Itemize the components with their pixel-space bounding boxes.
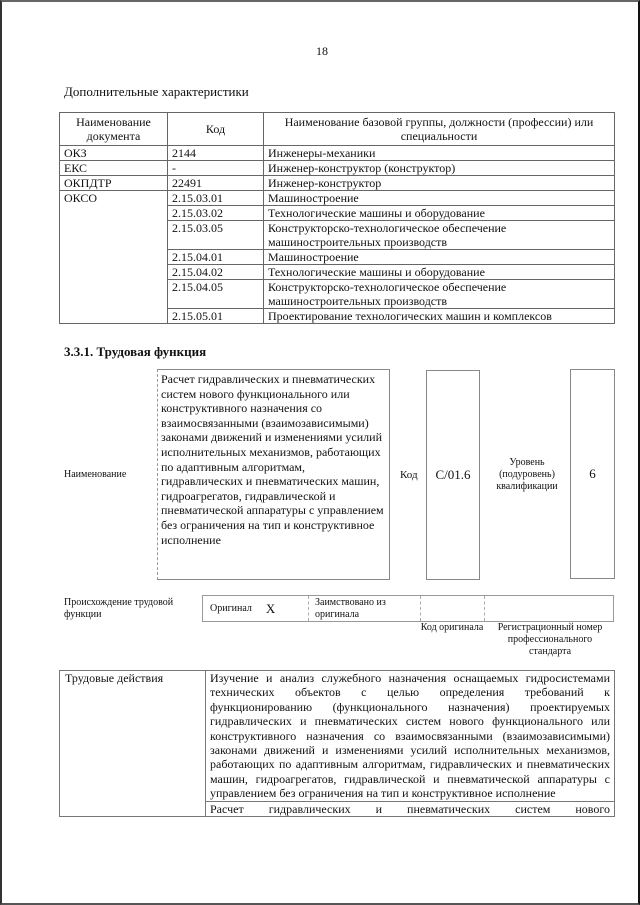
labor-function-code-label: Код [400, 469, 418, 481]
cell-code: 2.15.03.02 [168, 206, 264, 221]
section-title: Дополнительные характеристики [64, 84, 249, 99]
cell-code: 2.15.04.05 [168, 280, 264, 309]
original-mark: X [265, 600, 276, 616]
qualification-level-value [570, 369, 615, 579]
table-row [60, 146, 615, 161]
cell-name: Инженеры-механики [264, 146, 615, 161]
cell-name: Технологические машины и оборудование [264, 265, 615, 280]
origin-table [202, 595, 614, 622]
table-row [60, 671, 615, 802]
origin-original-cell [203, 596, 309, 621]
origin-label: Происхождение трудовой функции [64, 597, 174, 620]
labor-function-code-value [426, 370, 480, 580]
cell-code: 2.15.04.01 [168, 250, 264, 265]
labor-actions-label: Трудовые действия [60, 671, 206, 817]
original-code-cell [421, 596, 485, 621]
cell-code: 22491 [168, 176, 264, 191]
page-number: 18 [316, 44, 328, 58]
labor-function-heading: 3.3.1. Трудовая функция [64, 344, 207, 359]
additional-characteristics-table [59, 112, 615, 324]
cell-name: Проектирование технологических машин и комплексов [264, 309, 615, 324]
reg-number-caption: Регистрационный номер профессионального стандарта [497, 622, 603, 657]
cell-document: ЕКС [60, 161, 168, 176]
cell-name: Инженер-конструктор [264, 176, 615, 191]
cell-name: Машиностроение [264, 191, 615, 206]
cell-name: Инженер-конструктор (конструктор) [264, 161, 615, 176]
labor-actions-table [59, 670, 615, 817]
cell-code: 2144 [168, 146, 264, 161]
original-label: Оригинал [210, 603, 252, 614]
cell-code: 2.15.05.01 [168, 309, 264, 324]
cell-name: Технологические машины и оборудование [264, 206, 615, 221]
header-document-name: Наименование документа [60, 113, 168, 146]
header-code: Код [168, 113, 264, 146]
table-row [60, 161, 615, 176]
labor-action-item: Изучение и анализ служебного назначения оснащаемых гидросистемами технических объектов с целью определения требований к функционированию (функционального назначения) проектируемых гидравлических и пневматических систем нового функционального или конструктивного назначения со взаимосвязанными (взаимозависимыми) законами движений и изменениями усилий исполнительных механизмов, работающих по адаптивным алгоритмам, гидравлических и пневматических машин, гидроагрегатов, гидравлической и пневматической аппаратуры с управлением без ограничения на тип и конструктивное исполнение [206, 671, 615, 802]
cell-code: 2.15.04.02 [168, 265, 264, 280]
cell-document: ОКЗ [60, 146, 168, 161]
table-row [60, 191, 615, 206]
cell-code: 2.15.03.05 [168, 221, 264, 250]
level-value-text: 6 [589, 466, 596, 481]
labor-function-name-value: Расчет гидравлических и пневматических систем нового функционального или конструктивного назначения со взаимосвязанными (взаимозависимыми) законами движений и изменениями усилий исполнительных механизмов, работающих по адаптивным алгоритмам, гидравлических и пневматических машин, гидроагрегатов, гидравлической и пневматической аппаратуры с управлением без ограничения на тип и конструктивное исполнение [157, 369, 390, 580]
table-header-row [60, 113, 615, 146]
cell-code: - [168, 161, 264, 176]
original-code-caption: Код оригинала [420, 622, 484, 633]
cell-name: Машиностроение [264, 250, 615, 265]
header-group-name: Наименование базовой группы, должности (профессии) или специальности [264, 113, 615, 146]
table-row [60, 176, 615, 191]
labor-action-item: Расчет гидравлических и пневматических систем нового [206, 801, 615, 816]
cell-document: ОКСО [60, 191, 168, 324]
labor-function-name-label: Наименование [64, 469, 127, 480]
qualification-level-label: Уровень (подуровень) квалификации [496, 457, 558, 492]
code-value-text: C/01.6 [435, 467, 471, 482]
cell-name: Конструкторско-технологическое обеспечение машиностроительных производств [264, 280, 615, 309]
borrowed-from-original-cell [309, 596, 421, 621]
cell-name: Конструкторско-технологическое обеспечение машиностроительных производств [264, 221, 615, 250]
reg-number-cell [485, 596, 613, 621]
borrowed-label: Заимствовано из оригинала [315, 596, 386, 620]
cell-document: ОКПДТР [60, 176, 168, 191]
cell-code: 2.15.03.01 [168, 191, 264, 206]
